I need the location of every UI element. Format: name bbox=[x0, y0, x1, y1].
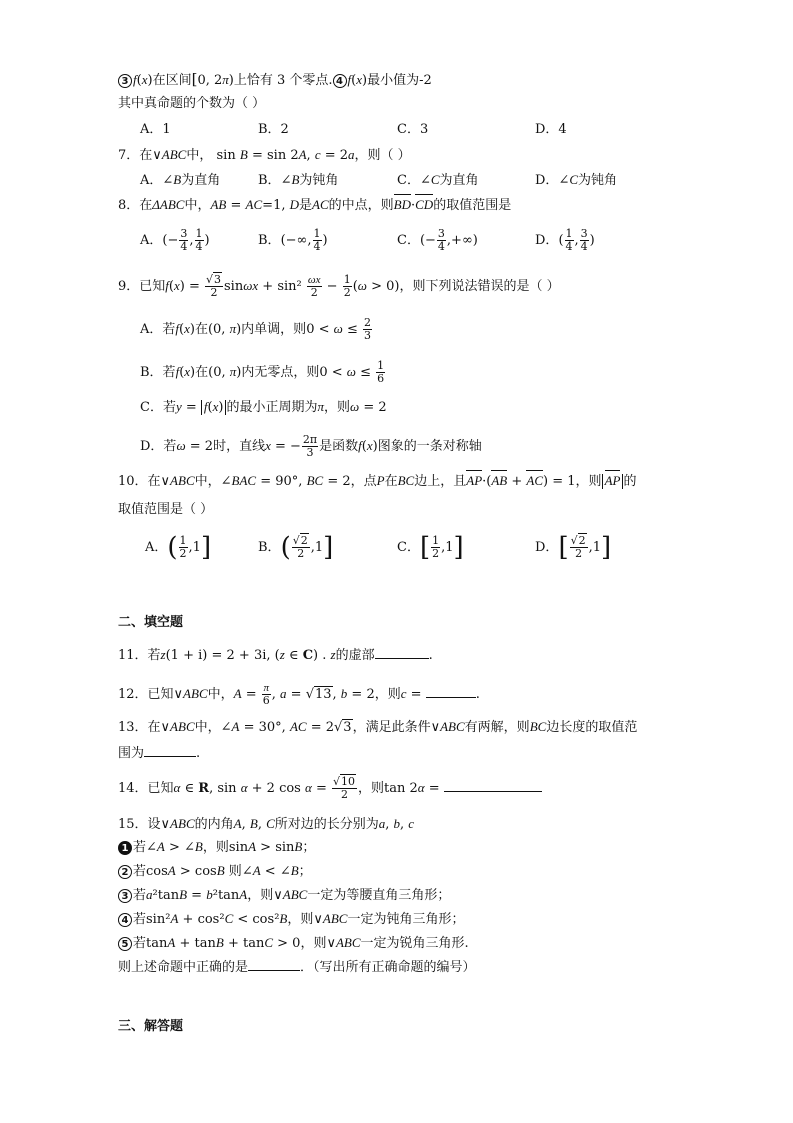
option-b: B．(−∞, $\frac{1}{4}$ ) bbox=[258, 227, 328, 253]
q15-item-4: 4 若sin²A + cos²C < cos²B，则∨ABC一定为钝角三角形； bbox=[118, 910, 464, 929]
circled-number: 4 bbox=[118, 913, 132, 927]
option-a: A．1 bbox=[140, 122, 171, 137]
q10-stem-line2: 取值范围是（ ） bbox=[118, 502, 214, 517]
circled-number: 3 bbox=[118, 889, 132, 903]
q7-stem: 7．在∨ABC中， sin B = sin 2A, c = 2a，则（ ） bbox=[118, 147, 411, 163]
q15-item-2: 2 若cosA > cosB 则∠A < ∠B； bbox=[118, 862, 312, 881]
circled-number: 5 bbox=[118, 937, 132, 951]
option-c: C．(− $\frac{3}{4}$ ,+∞) bbox=[397, 227, 478, 253]
section-heading-answer: 三、解答题 bbox=[118, 1019, 184, 1034]
option-b: B．∠B为钝角 bbox=[258, 172, 339, 188]
answer-blank[interactable] bbox=[248, 958, 300, 971]
q6-item-line: 3 f(x)在区间[0, 2π)上恰有 3 个零点. 4 f(x)最小值为-2 bbox=[118, 70, 432, 90]
option-a: A．∠B为直角 bbox=[140, 172, 221, 188]
q15-item-3: 3 若a²tanB = b²tanA，则∨ABC一定为等腰直角三角形； bbox=[118, 886, 450, 905]
q14: 14．已知α ∈ R, sin α + 2 cos α = $\frac{√10}{2}$ ，则tan 2α = bbox=[118, 776, 542, 801]
circled-number: 4 bbox=[333, 74, 347, 88]
q15-item-1: 1 若∠A > ∠B，则sinA > sinB； bbox=[118, 838, 315, 857]
q8-stem: 8．在ΔABC中，AB = AC=1, D是AC的中点，则BD·CD的取值范围是 bbox=[118, 197, 512, 213]
q11: 11．若z(1 + i) = 2 + 3i, (z ∈ C) . z的虚部 . bbox=[118, 647, 433, 663]
q15-final: 则上述命题中正确的是 ．（写出所有正确命题的编号） bbox=[118, 960, 476, 975]
q9-option-a: A．若f(x)在(0, π)内单调，则0 < ω ≤ $\frac{2}{3}$ bbox=[140, 316, 371, 342]
option-c: C．[ $\frac{1}{2}$ ,1] bbox=[397, 532, 464, 563]
q9-option-c: C．若y = f(x) 的最小正周期为π，则ω = 2 bbox=[140, 399, 387, 415]
q12: 12．已知∨ABC中，A = $\frac{\pi}{6}$ , a = √13, b = 2，则c = . bbox=[118, 682, 480, 707]
q9-option-d: D．若ω = 2时，直线x = − $\frac{2\pi}{3}$ 是函数f(x)图象的一条对称轴 bbox=[140, 433, 482, 459]
option-d: D．∠C为钝角 bbox=[535, 172, 618, 188]
answer-blank[interactable] bbox=[444, 779, 542, 792]
q15-stem: 15．设∨ABC的内角A, B, C所对边的长分别为a, b, c bbox=[118, 816, 415, 832]
answer-blank[interactable] bbox=[144, 744, 196, 757]
q13-line2: 围为 . bbox=[118, 746, 201, 761]
option-d: D．( $\frac{1}{4}$ , $\frac{3}{4}$ ) bbox=[535, 227, 595, 253]
option-b: B．( $\frac{√2}{2}$ ,1] bbox=[258, 532, 334, 563]
q15-item-5: 5 若tanA + tanB + tanC > 0，则∨ABC一定为锐角三角形. bbox=[118, 934, 469, 953]
option-a: A．( $\frac{1}{2}$ ,1] bbox=[145, 532, 212, 563]
answer-blank[interactable] bbox=[426, 685, 476, 698]
option-c: C．∠C为直角 bbox=[397, 172, 479, 188]
q13: 13．在∨ABC中，∠A = 30°, AC = 2√3，满足此条件∨ABC有两解，则BC边长度的取值范 bbox=[118, 719, 638, 735]
circled-number: 1 bbox=[118, 841, 132, 855]
circled-number: 3 bbox=[118, 74, 132, 88]
option-a: A．(− $\frac{3}{4}$ , $\frac{1}{4}$ ) bbox=[140, 227, 210, 253]
answer-blank[interactable] bbox=[375, 646, 429, 659]
q6-prompt: 其中真命题的个数为（ ） bbox=[118, 96, 266, 111]
q9-option-b: B．若f(x)在(0, π)内无零点，则0 < ω ≤ $\frac{1}{6}$ bbox=[140, 359, 385, 385]
q10-stem: 10．在∨ABC中，∠BAC = 90°, BC = 2，点P在BC边上，且AP·(AB + AC) = 1，则 AP 的 bbox=[118, 473, 637, 489]
option-d: D．[ $\frac{√2}{2}$ ,1] bbox=[535, 532, 612, 563]
q9-stem: 9．已知f(x) = $\frac{√3}{2}$ sinωx + sin² $\frac{\omega x}{2}$ − $\frac{1}{2}$ (ω > 0)，则下列说法错误的是（ ） bbox=[118, 273, 560, 299]
option-c: C．3 bbox=[397, 122, 429, 137]
section-heading-fill-in: 二、填空题 bbox=[118, 615, 184, 630]
option-d: D．4 bbox=[535, 122, 567, 137]
circled-number: 2 bbox=[118, 865, 132, 879]
option-b: B．2 bbox=[258, 122, 289, 137]
